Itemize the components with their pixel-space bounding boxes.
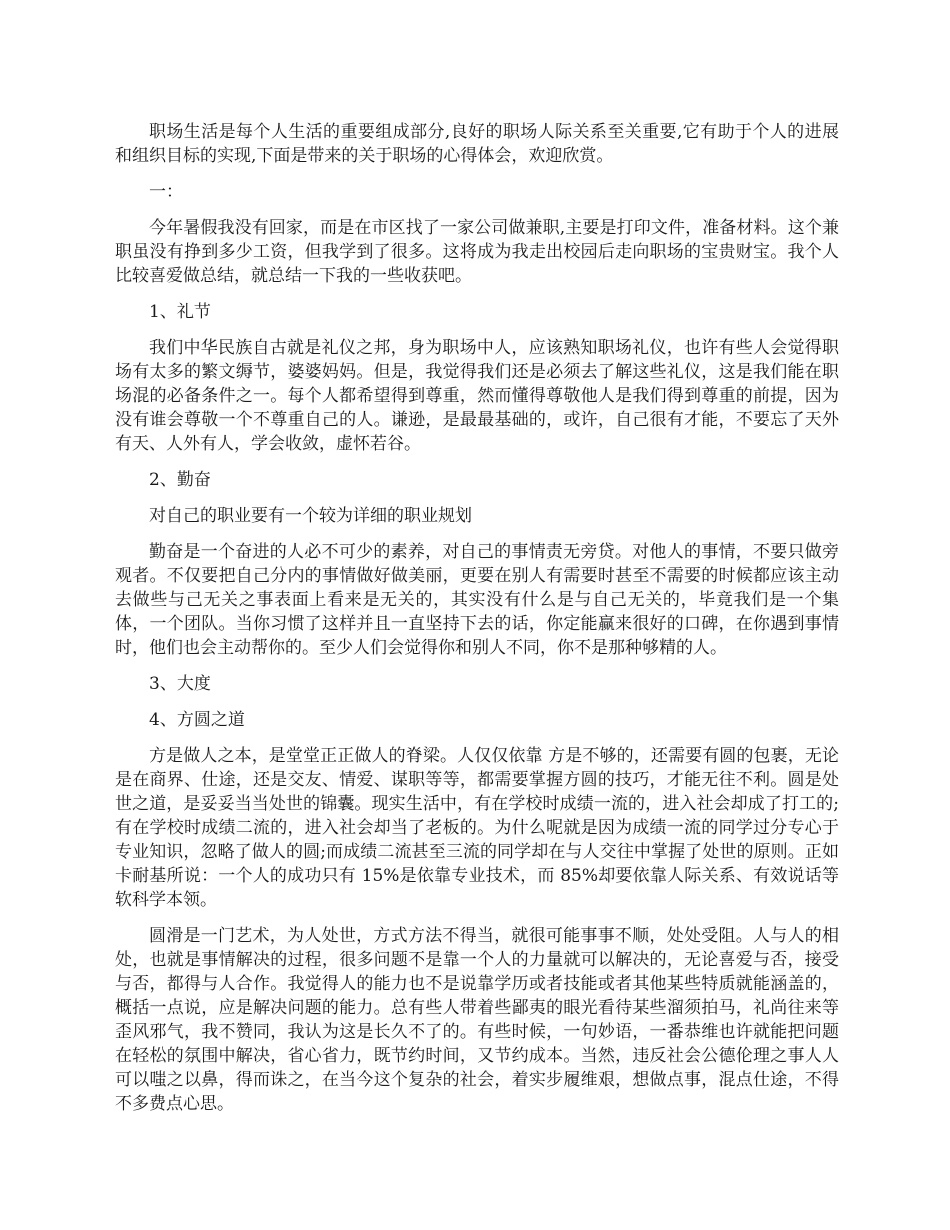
heading-diligence: 2、勤奋: [149, 470, 211, 490]
summer-job-paragraph: 今年暑假我没有回家，而是在市区找了一家公司做兼职,主要是打印文件，准备材料。这个兼职虽没有挣到多少工资，但我学到了很多。这将成为我走出校园后走向职场的宝贵财宝。我个人比较喜爱做总结，就总结一下我的一些收获吧。: [115, 218, 839, 286]
intro-paragraph: 职场生活是每个人生活的重要组成部分,良好的职场人际关系至关重要,它有助于个人的进展和组织目标的实现,下面是带来的关于职场的心得体会，欢迎欣赏。: [115, 122, 839, 166]
heading-generosity: 3、大度: [149, 674, 211, 694]
heading-etiquette: 1、礼节: [149, 302, 211, 322]
document-page: [115, 120, 839, 1128]
tact-paragraph: 圆滑是一门艺术，为人处世，方式方法不得当，就很可能事事不顺，处处受阻。人与人的相处，也就是事情解决的过程，很多问题不是靠一个人的力量就可以解决的，无论喜爱与否，接受与否，都得与人合作。我觉得人的能力也不是说靠学历或者技能或者其他某些特质就能涵盖的，概括一点说，应是解决问题的能力。总有些人带着些鄙夷的眼光看待某些溜须拍马，礼尚往来等歪风邪气，我不赞同，我认为这是长久不了的。有些时候，一句妙语，一番恭维也许就能把问题在轻松的氛围中解决，省心省力，既节约时间，又节约成本。当然，违反社会公德伦理之事人人可以嗤之以鼻，得而诛之，在当今这个复杂的社会，着实步履维艰，想做点事，混点仕途，不得不多费点心思。: [115, 926, 839, 1114]
diligence-paragraph: 勤奋是一个奋进的人必不可少的素养，对自己的事情责无旁贷。对他人的事情，不要只做旁观者。不仅要把自己分内的事情做好做美丽，更要在别人有需要时甚至不需要的时候都应该主动去做些与己无关之事表面上看来是无关的，其实没有什么是与自己无关的，毕竟我们是一个集体，一个团队。当你习惯了这样并且一直坚持下去的话，你定能赢来很好的口碑，在你遇到事情时，他们也会主动帮你的。至少人们会觉得你和别人不同，你不是那种够精的人。: [115, 542, 839, 658]
square-round-paragraph: 方是做人之本，是堂堂正正做人的脊梁。人仅仅依靠 方是不够的，还需要有圆的包裹，无论是在商界、仕途，还是交友、情爱、谋职等等，都需要掌握方圆的技巧，才能无往不利。圆是处世之道，是妥妥当当处世的锦囊。现实生活中，有在学校时成绩一流的，进入社会却成了打工的;有在学校时成绩二流的，进入社会却当了老板的。为什么呢就是因为成绩一流的同学过分专心于专业知识，忽略了做人的圆;而成绩二流甚至三流的同学却在与人交往中掌握了处世的原则。正如卡耐基所说：一个人的成功只有 15%是依靠专业技术，而 85%却要依靠人际关系、有效说话等软科学本领。: [115, 746, 839, 910]
heading-square-round: 4、方圆之道: [149, 710, 245, 730]
career-plan-line: 对自己的职业要有一个较为详细的职业规划: [149, 506, 472, 526]
etiquette-paragraph: 我们中华民族自古就是礼仪之邦，身为职场中人，应该熟知职场礼仪，也许有些人会觉得职场有太多的繁文缛节，婆婆妈妈。但是，我觉得我们还是必须去了解这些礼仪，这是我们能在职场混的必备条件之一。每个人都希望得到尊重，然而懂得尊敬他人是我们得到尊重的前提，因为没有谁会尊敬一个不尊重自己的人。谦逊，是最最基础的，或许，自己很有才能，不要忘了天外有天、人外有人，学会收敛，虚怀若谷。: [115, 338, 839, 454]
section-heading-one: 一：: [149, 182, 183, 202]
